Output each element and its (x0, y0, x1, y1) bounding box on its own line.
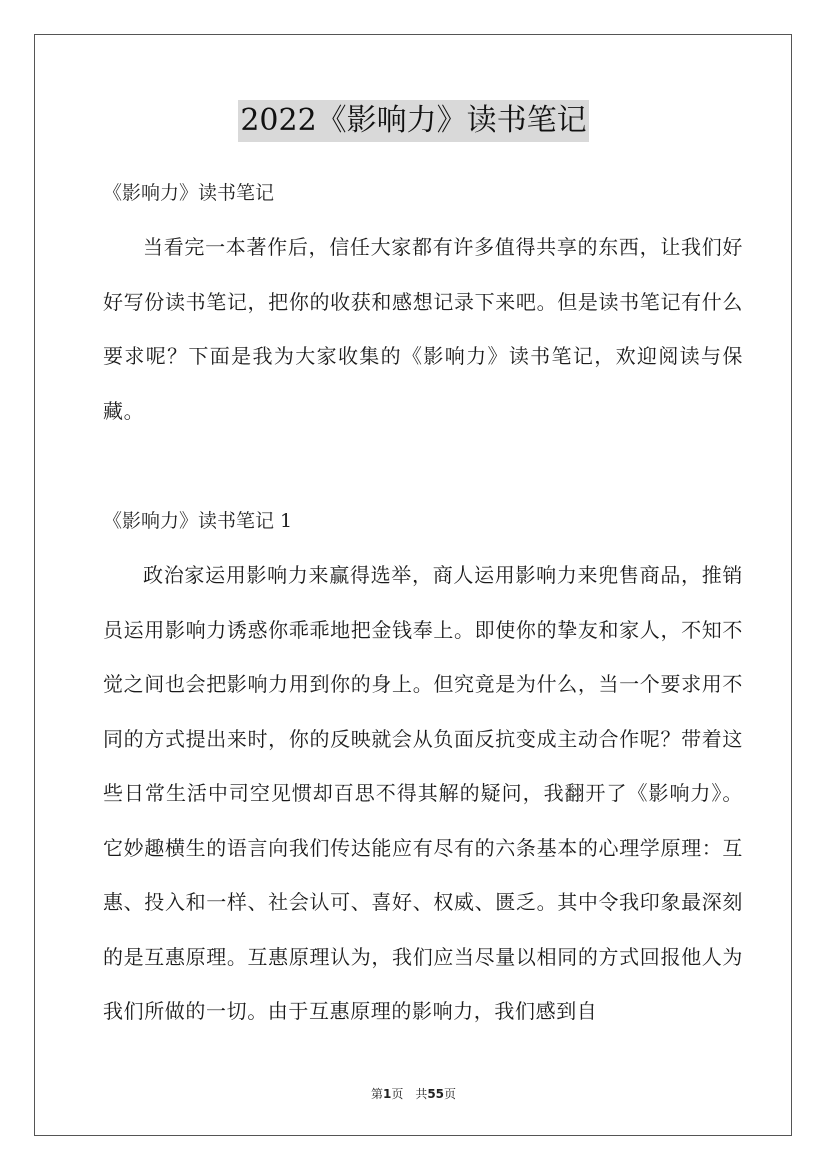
footer-page-prefix: 第 (370, 1087, 383, 1101)
section-1-paragraph: 政治家运用影响力来赢得选举，商人运用影响力来兜售商品，推销员运用影响力诱惑你乖乖地把金钱奉上。即使你的挚友和家人，不知不觉之间也会把影响力用到你的身上。但究竟是为什么，当一个要求用不同的方式提出来时，你的反映就会从负面反抗变成主动合作呢？带着这些日常生活中司空见惯却百思不得其解的疑问，我翻开了《影响力》。它妙趣横生的语言向我们传达能应有尽有的六条基本的心理学原理：互惠、投入和一样、社会认可、喜好、权威、匮乏。其中令我印象最深刻的是互惠原理。互惠原理认为，我们应当尽量以相同的方式回报他人为我们所做的一切。由于互惠原理的影响力，我们感到自 (103, 563, 743, 1023)
footer-page-mid: 页 共 (391, 1087, 428, 1101)
page-footer (0, 1085, 827, 1102)
intro-heading: 《影响力》读书笔记 (103, 182, 275, 204)
section-1-heading: 《影响力》读书笔记 1 (103, 510, 293, 532)
footer-page-number: 1 (382, 1087, 392, 1101)
footer-page-suffix: 页 (444, 1087, 457, 1101)
footer-total-pages: 55 (427, 1087, 445, 1101)
title-container (0, 100, 827, 142)
document-title: 2022《影响力》读书笔记 (238, 100, 588, 142)
intro-paragraph: 当看完一本著作后，信任大家都有许多值得共享的东西，让我们好好写份读书笔记，把你的收获和感想记录下来吧。但是读书笔记有什么要求呢？下面是我为大家收集的《影响力》读书笔记，欢迎阅读与保藏。 (103, 235, 743, 423)
